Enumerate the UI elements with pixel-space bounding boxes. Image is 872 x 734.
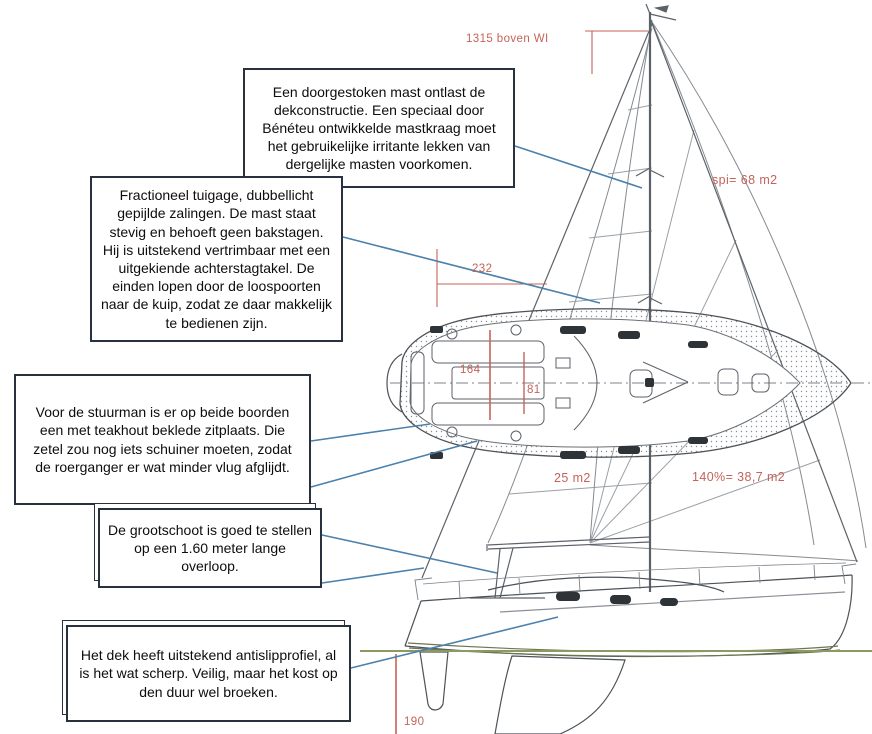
callout-mast-text: Een doorgestoken mast ontlast de dekconstructie. Een speciaal door Bénéteu ontwikkelde mastkraag moet het gebruikelijke irritante lekken van dergelijke masten voorkomen. [262, 83, 496, 173]
callout-rigging-text: Fractioneel tuigage, dubbellicht gepijlde zalingen. De mast staat stevig en behoeft geen bakstagen. Hij is uitstekend vertrimbaar met een uitgekiende achterstagtakel. De einden lopen door de loospoorten naar de kuip, zodat ze daar makkelijk te bedienen zijn. [100, 187, 333, 331]
leader-mainsheet-1 [322, 535, 497, 573]
rudder [420, 652, 448, 710]
dim-draft: 190 [404, 716, 425, 728]
mast-step [645, 378, 654, 387]
callout-helmsman-seats [14, 374, 311, 505]
callout-deck-antislip [66, 625, 351, 722]
callout-mast [243, 68, 515, 188]
deck-plan [387, 309, 872, 459]
cabin-window [660, 598, 678, 606]
callout-rigging [90, 176, 343, 342]
dim-232: 232 [472, 263, 493, 275]
leader-mainsheet-2 [322, 568, 424, 583]
sail-plan [488, 20, 866, 561]
transom [405, 601, 421, 646]
cabin-window [556, 592, 580, 601]
callout-helmsman-seats-text: Voor de stuurman is er op beide boorden een met teakhout beklede zitplaats. Die zetel zou nog iets schuiner moeten, zodat de roerganger er wat minder vlug afglijdt. [33, 404, 292, 475]
cabin-window [610, 595, 631, 604]
lifeline [423, 563, 846, 584]
keel [495, 656, 625, 734]
hull-side-view [405, 563, 856, 734]
leader-seats-1 [311, 424, 430, 441]
dim-164: 164 [460, 364, 481, 376]
hull-bottom [405, 575, 852, 657]
callout-mainsheet [98, 508, 322, 588]
bow-pulpit [842, 564, 856, 584]
dim-mast-height: 1315 boven WI [466, 33, 549, 45]
boom [488, 537, 649, 545]
callout-deck-antislip-text: Het dek heeft uitstekend antislipprofiel, al is het wat scherp. Veilig, maar het kost op den duur wel broeken. [79, 647, 338, 700]
genoa-foot [590, 545, 858, 561]
dim-81: 81 [527, 384, 541, 396]
dim-spinnaker-area: spi= 68 m2 [712, 173, 778, 187]
dim-genoa-area: 140%= 38,7 m2 [692, 470, 786, 484]
pushpit [415, 578, 432, 600]
leader-mast [515, 146, 642, 188]
dim-mainsail-area: 25 m2 [554, 471, 591, 485]
callout-mainsheet-text: De grootschoot is goed te stellen op een 1.60 meter lange overloop. [108, 521, 312, 575]
leader-seats-2 [311, 441, 477, 487]
